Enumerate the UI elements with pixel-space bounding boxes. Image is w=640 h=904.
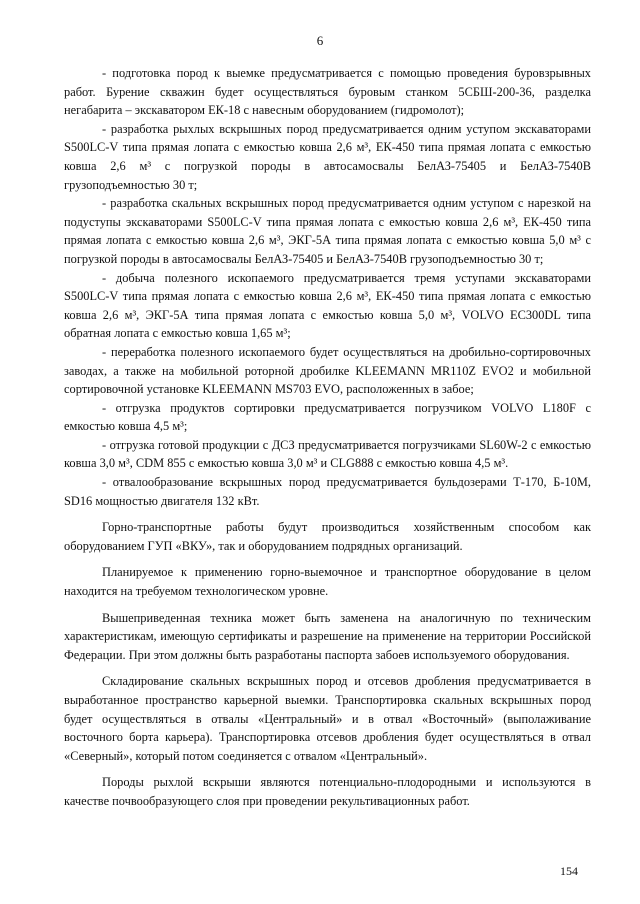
paragraph: - подготовка пород к выемке предусматривается с помощью проведения буровзрывных работ. Бурение скважин будет осуществляться буровым станком 5СБШ-200-36, разделка негабарита – экскаватором ЕК-18 с навесным оборудованием (гидромолот); xyxy=(64,66,591,118)
paragraph: - переработка полезного ископаемого будет осуществляться на дробильно-сортировочных заводах, а также на мобильной роторной дробилке KLEEMANN MR110Z EVO2 и мобильной сортировочной установке KLEEMANN MS703 EVO, расположенных в забое; xyxy=(64,344,591,397)
document-body xyxy=(64,64,591,811)
paragraph: - отгрузка продуктов сортировки предусматривается погрузчиком VOLVO L180F с емкостью ковша 4,5 м³; xyxy=(64,400,591,434)
paragraph: - отвалообразование вскрышных пород предусматривается бульдозерами Т-170, Б-10М, SD16 мощностью двигателя 132 кВт. xyxy=(64,475,591,508)
sheet-number: 154 xyxy=(560,864,578,878)
page-number: 6 xyxy=(316,33,324,48)
paragraph: Планируемое к применению горно-выемочное и транспортное оборудование в целом находится на требуемом технологическом уровне. xyxy=(64,565,591,599)
paragraph: - разработка рыхлых вскрышных пород предусматривается одним уступом экскаваторами S500LC-V типа прямая лопата с емкостью ковша 2,6 м³, ЕК-450 типа прямая лопата с емкостью ковша 2,6 м³ с погрузкой породы в автосамосвалы БелАЗ-75405 и БелАЗ-7540В грузоподъемностью 30 т; xyxy=(64,121,591,192)
paragraph: Горно-транспортные работы будут производиться хозяйственным способом как оборудованием ГУП «ВКУ», так и оборудованием подрядных организаций. xyxy=(64,520,591,553)
paragraph: - разработка скальных вскрышных пород предусматривается одним уступом с нарезкой на подуступы экскаваторами S500LC-V типа прямая лопата с емкостью ковша 2,6 м³, ЕК-450 типа прямая лопата с емкостью ковша 2,6 м³, ЭКГ-5А типа прямая лопата с емкостью ковша 5,0 м³ с погрузкой породы в автосамосвалы БелАЗ-75405 и БелАЗ-7540В грузоподъемностью 30 т; xyxy=(64,196,591,266)
paragraph: - отгрузка готовой продукции с ДСЗ предусматривается погрузчиками SL60W-2 с емкостью ковша 3,0 м³, CDM 855 с емкостью ковша 3,0 м³ и CLG888 с емкостью ковша 4,5 м³. xyxy=(64,437,591,471)
paragraph: Породы рыхлой вскрыши являются потенциально-плодородными и используются в качестве почвообразующего слоя при проведении рекультивационных работ. xyxy=(64,775,591,808)
paragraph: Складирование скальных вскрышных пород и отсевов дробления предусматривается в выработанное пространство карьерной выемки. Транспортировка скальных вскрышных пород будет осуществляться в отвалы «Центральный» и в отвал «Восточный» (выполаживание восточного борта карьера). Транспортировка отсевов дробления будет осуществляться в отвал «Северный», который потом соединяется с отвалом «Центральный». xyxy=(64,674,591,763)
paragraph: Вышеприведенная техника может быть заменена на аналогичную по техническим характеристикам, имеющую сертификаты и разрешение на применение на территории Российской Федерации. При этом должны быть разработаны паспорта забоев используемого оборудования. xyxy=(64,610,591,662)
paragraph: - добыча полезного ископаемого предусматривается тремя уступами экскаваторами S500LC-V типа прямая лопата с емкостью ковша 2,6 м³, ЕК-450 типа прямая лопата с емкостью ковша 2,6 м³, ЭКГ-5А типа прямая лопата с емкостью ковша 5,0 м³, VOLVO EC300DL типа обратная лопата с емкостью ковша 1,65 м³; xyxy=(64,270,591,341)
